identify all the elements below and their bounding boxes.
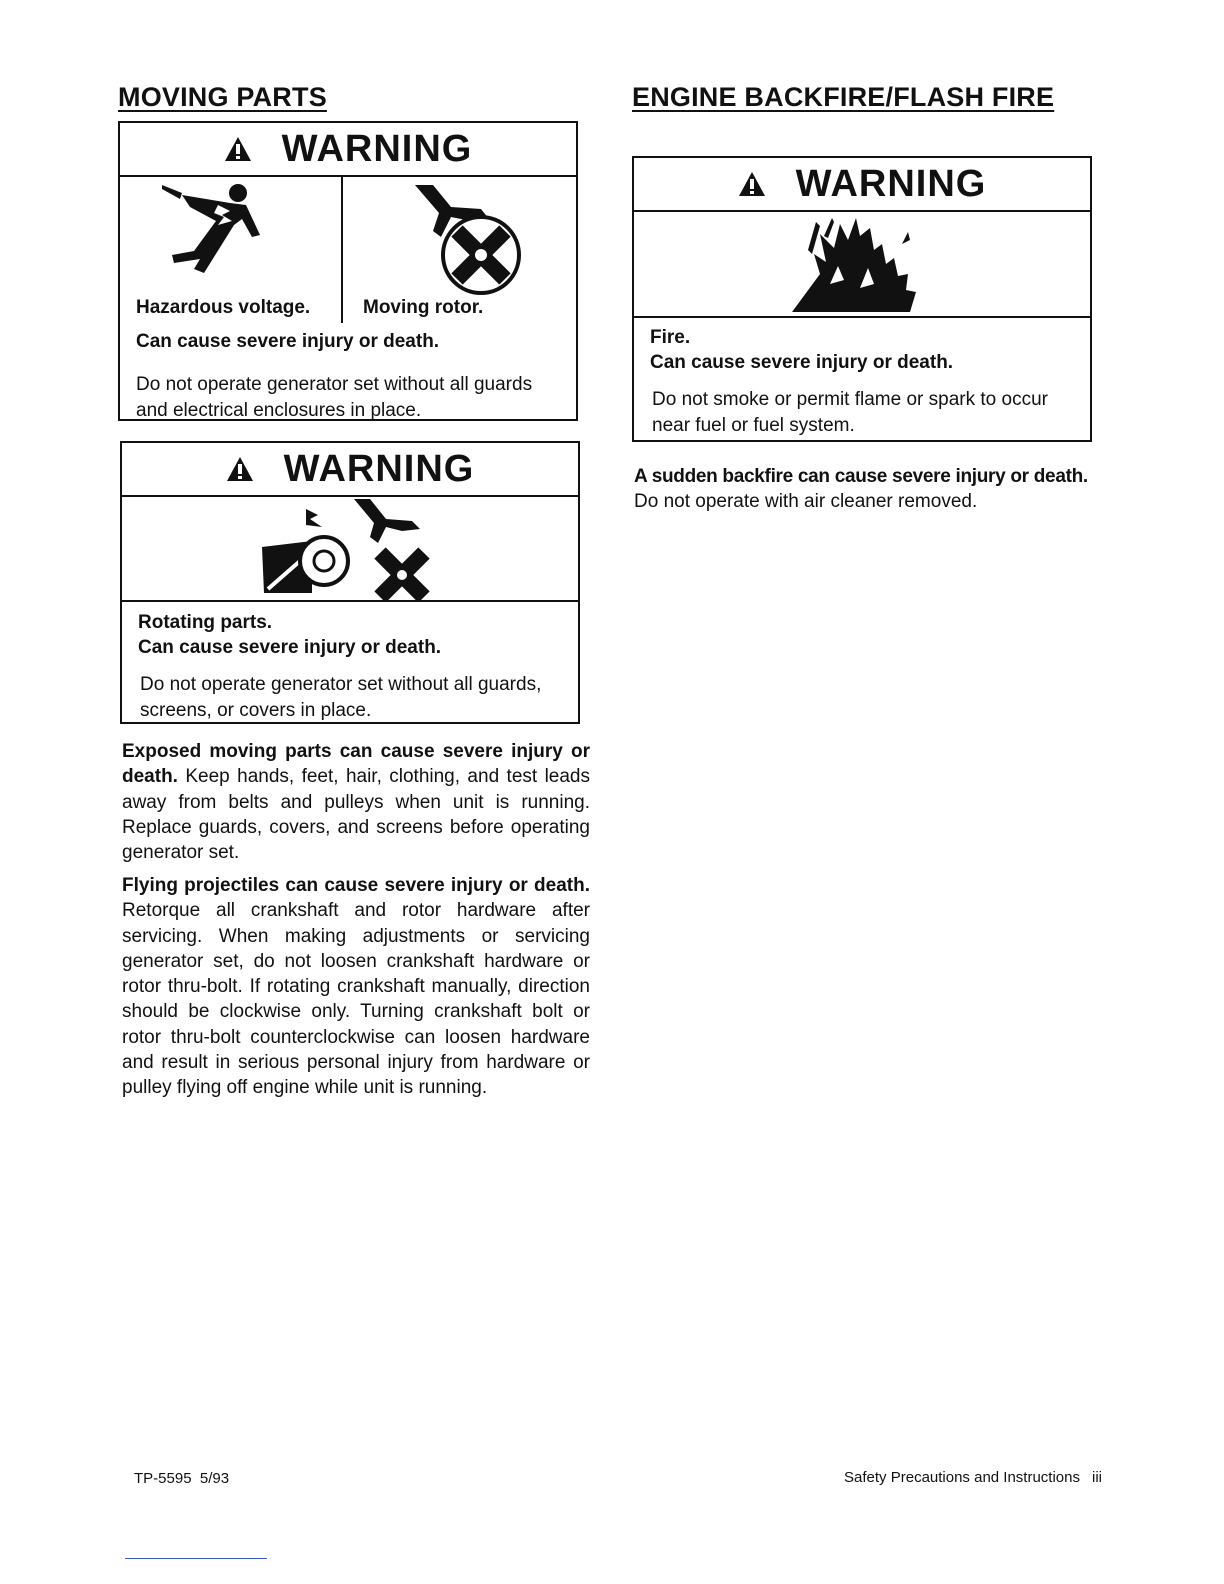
instruction-line: screens, or covers in place. bbox=[140, 700, 372, 721]
flying-projectiles-paragraph bbox=[122, 873, 590, 1101]
alert-triangle-icon bbox=[224, 136, 252, 162]
paragraph-body: Keep hands, feet, hair, clothing, and test leads away from belts and pulleys when unit is running. Replace guards, covers, and screens before operating generator set. bbox=[122, 766, 590, 864]
backfire-note-bold: A sudden backfire can cause severe injury or death. bbox=[634, 466, 1088, 487]
consequence-text: Can cause severe injury or death. bbox=[136, 331, 440, 352]
engine-backfire-heading: ENGINE BACKFIRE/FLASH FIRE bbox=[632, 82, 1055, 112]
warning-box-hazardous-voltage bbox=[118, 121, 578, 421]
warning-title: WARNING bbox=[795, 162, 987, 205]
backfire-note bbox=[634, 464, 1114, 515]
page-number: iii bbox=[1092, 1469, 1102, 1486]
exposed-moving-parts-paragraph bbox=[122, 739, 590, 865]
moving-parts-heading: MOVING PARTS bbox=[118, 82, 327, 112]
alert-triangle-icon bbox=[738, 171, 766, 197]
hazard-text: Fire. bbox=[650, 327, 691, 348]
rotating-parts-icon bbox=[262, 497, 442, 602]
moving-rotor-icon bbox=[411, 181, 521, 301]
hazard-text: Rotating parts. bbox=[138, 612, 273, 633]
electric-shock-icon bbox=[160, 181, 280, 281]
instruction-line: near fuel or fuel system. bbox=[652, 415, 855, 436]
consequence-text: Can cause severe injury or death. bbox=[650, 352, 954, 373]
doc-number: TP-5595 5/93 bbox=[134, 1470, 230, 1487]
footer-rule bbox=[125, 1558, 267, 1559]
moving-rotor-label: Moving rotor. bbox=[363, 297, 484, 318]
paragraph-bold-lead: Flying projectiles can cause severe injury or death. bbox=[122, 875, 590, 896]
instruction-line: Do not smoke or permit flame or spark to occur bbox=[652, 389, 1048, 410]
backfire-note-text: Do not operate with air cleaner removed. bbox=[634, 491, 978, 512]
paragraph-bold-lead: Exposed moving parts can cause severe injury or death. bbox=[122, 741, 590, 788]
paragraph-body: Retorque all crankshaft and rotor hardware after servicing. When making adjustments or servicing generator set, do not loosen crankshaft hardware or rotor thru-bolt. If rotating crankshaft manually, direction should be clockwise only. Turning crankshaft bolt or rotor thru-bolt counterclockwise can loosen hardware and result in serious personal injury from hardware or pulley flying off engine while unit is running. bbox=[122, 900, 590, 1099]
warning-header bbox=[122, 443, 578, 497]
warning-header bbox=[634, 158, 1090, 212]
instruction-line: and electrical enclosures in place. bbox=[136, 400, 422, 421]
fire-pictogram-area bbox=[634, 212, 1090, 318]
consequence-text: Can cause severe injury or death. bbox=[138, 637, 442, 658]
warning-box-fire bbox=[632, 156, 1092, 442]
moving-rotor-cell bbox=[343, 177, 576, 323]
footer-right bbox=[844, 1469, 1102, 1486]
alert-triangle-icon bbox=[226, 456, 254, 482]
rotating-parts-pictogram-area bbox=[122, 497, 578, 602]
hazardous-voltage-cell bbox=[120, 177, 343, 323]
warning-box-rotating-parts bbox=[120, 441, 580, 724]
instruction-line: Do not operate generator set without all guards, bbox=[140, 674, 542, 695]
warning-title: WARNING bbox=[283, 447, 475, 490]
instruction-line: Do not operate generator set without all guards bbox=[136, 374, 533, 395]
warning-title: WARNING bbox=[281, 127, 473, 170]
fire-icon bbox=[790, 214, 930, 314]
hazardous-voltage-label: Hazardous voltage. bbox=[136, 297, 311, 318]
section-title: Safety Precautions and Instructions bbox=[844, 1469, 1080, 1486]
warning-header bbox=[120, 123, 576, 177]
